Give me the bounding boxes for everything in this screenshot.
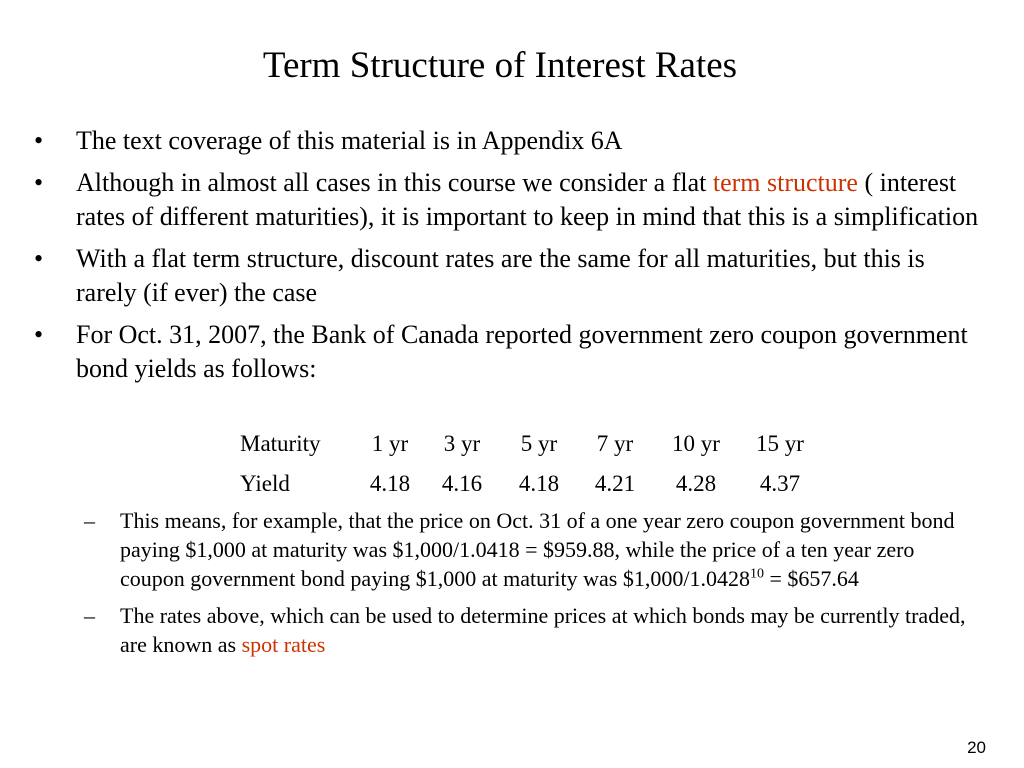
slide-title: Term Structure of Interest Rates [262,45,738,86]
maturity-cell: 3 yr [443,431,481,456]
bullet-item [30,318,990,386]
sub-bullet-text: The rates above, which can be used to determine prices at which bonds may be currently traded, are known as [120,603,966,657]
yield-cell: 4.28 [675,471,717,496]
sub-bullet-text: = $657.64 [763,566,859,591]
page-number: 20 [967,738,986,757]
yield-cell: 4.18 [518,471,560,496]
yield-row [240,464,820,504]
highlight-spot-rates: spot rates [241,632,326,657]
exponent: 10 [749,566,764,582]
yield-label: Yield [240,471,290,496]
yield-cell: 4.37 [759,471,801,496]
maturity-cell: 5 yr [520,431,558,456]
bullet-text: For Oct. 31, 2007, the Bank of Canada reported government zero coupon government bond yields as follows: [76,320,968,383]
yield-cell: 4.16 [441,471,483,496]
yield-cell: 4.18 [369,471,411,496]
bullet-icon: • [34,126,44,155]
maturity-label: Maturity [240,431,321,456]
maturity-cell: 1 yr [371,431,409,456]
bullet-text: The text coverage of this material is in Appendix 6A [76,126,623,155]
maturity-cell: 10 yr [672,431,720,456]
sub-bullet-text: This means, for example, that the price on Oct. 31 of a one year zero coupon government bond paying $1,000 at maturity was $1,000/1.0418 = $959.88, while the price of a ten year zero coupon government bond paying $1,000 at maturity was $1,000/1.0428 [120,508,955,591]
bullet-icon: • [34,168,44,197]
sub-bullet-list [84,506,984,667]
maturity-cell: 15 yr [756,431,804,456]
bullet-text: Although in almost all cases in this course we consider a flat [76,168,713,197]
sub-bullet-item [84,601,984,659]
bullet-item [30,166,990,234]
yield-table [240,424,820,504]
maturity-cell: 7 yr [596,431,634,456]
maturity-row [240,424,820,464]
bullet-text: With a flat term structure, discount rates are the same for all maturities, but this is rarely (if ever) the case [76,244,925,307]
bullet-item [30,242,990,310]
bullet-icon: • [34,244,44,273]
yield-cell: 4.21 [594,471,636,496]
dash-icon: – [84,508,95,533]
dash-icon: – [84,603,95,628]
bullet-list [30,124,990,394]
bullet-text: ( interest rates of different maturities), it is important to keep in mind that this is a simplification [76,168,979,231]
sub-bullet-item [84,506,984,593]
highlight-term-structure: term structure [712,168,858,197]
bullet-icon: • [34,320,44,349]
bullet-item [30,124,990,158]
